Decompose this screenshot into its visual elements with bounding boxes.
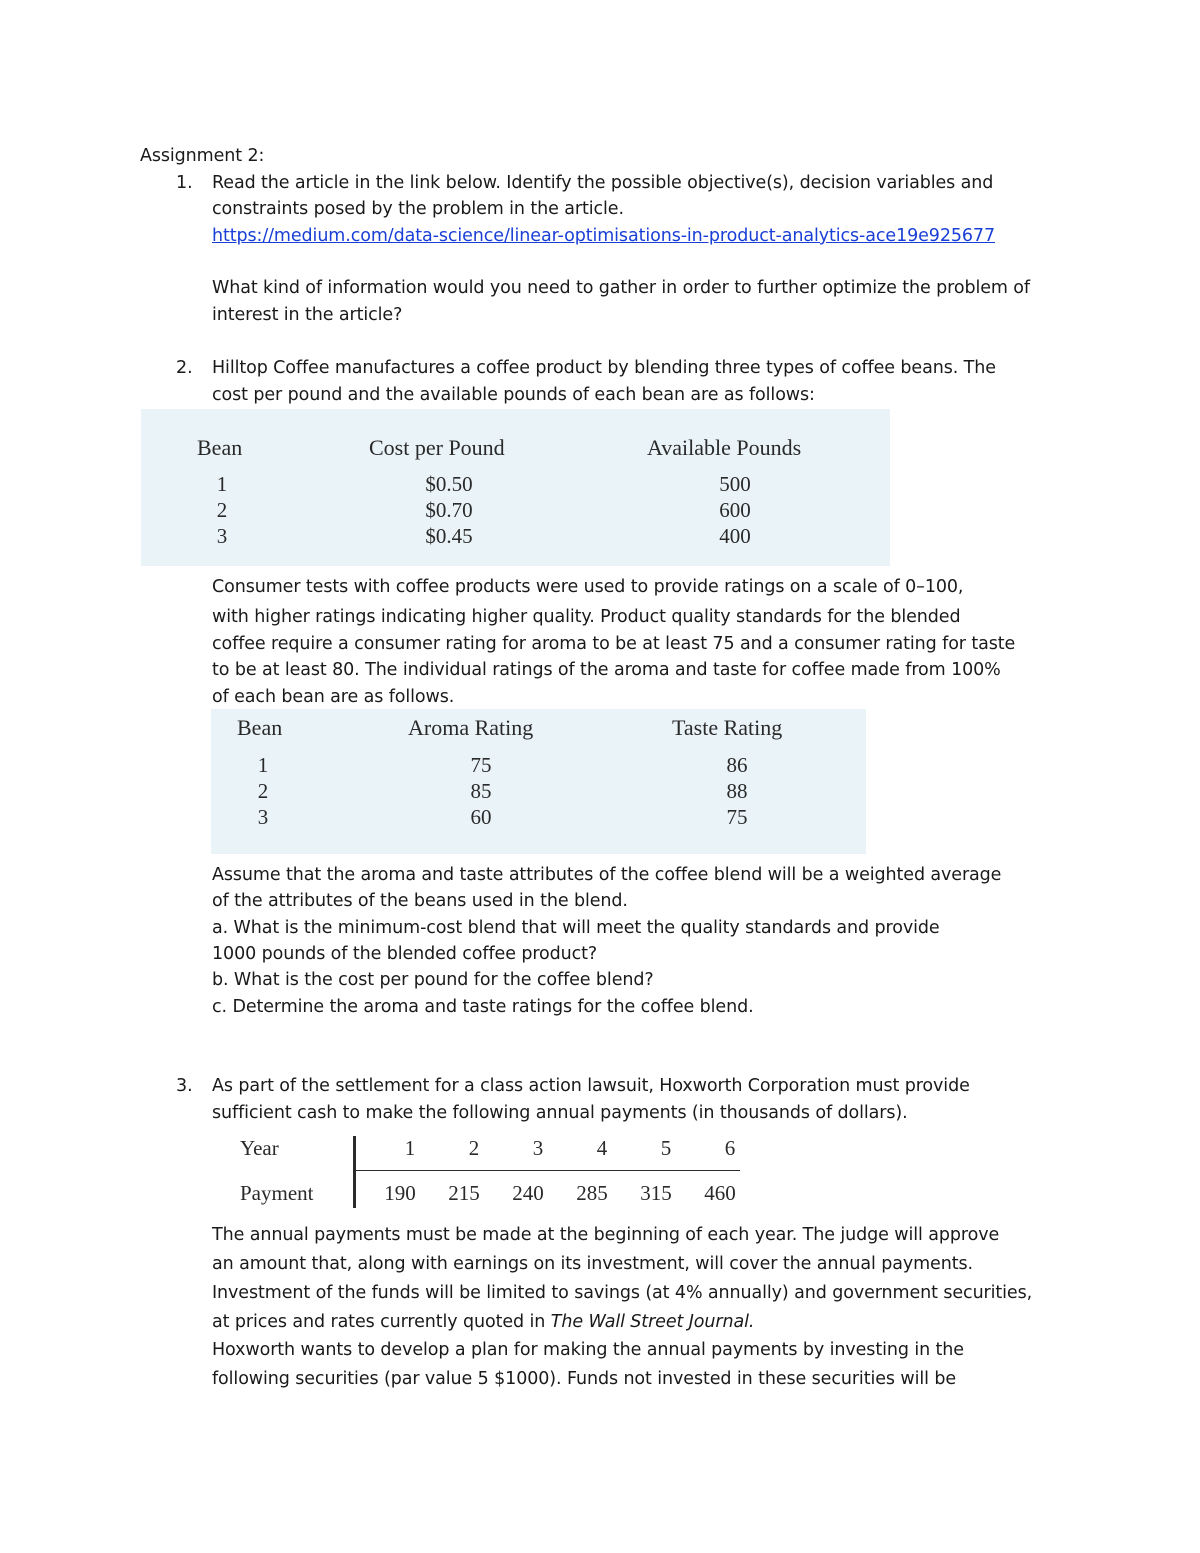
article-link[interactable]: https://medium.com/data-science/linear-optimisations-in-product-analytics-ace19e925677: [212, 226, 996, 246]
table1-header-cost: Cost per Pound: [369, 435, 505, 460]
table2-bean: 2: [257, 779, 269, 803]
payment-cell: 315: [640, 1181, 672, 1205]
table2-taste: 75: [726, 805, 748, 829]
table1-header-bean: Bean: [197, 435, 243, 460]
q2-para2-line: of each bean are as follows.: [212, 687, 455, 707]
table1-bean: 3: [216, 524, 228, 548]
year-cell: 2: [468, 1136, 480, 1160]
table1-bean: 2: [216, 498, 228, 522]
q3-para-line: Investment of the funds will be limited to savings (at 4% annually) and government securities,: [212, 1283, 1033, 1303]
q2-part-c: c. Determine the aroma and taste ratings for the coffee blend.: [212, 997, 754, 1017]
table2-header-bean: Bean: [237, 715, 283, 740]
year-cell: 3: [532, 1136, 544, 1160]
year-cell: 1: [404, 1136, 416, 1160]
table2-bean: 3: [257, 805, 269, 829]
table2-taste: 86: [726, 753, 748, 777]
q2-para2-line: Consumer tests with coffee products were used to provide ratings on a scale of 0–100,: [212, 577, 964, 597]
q1-line2: constraints posed by the problem in the article.: [212, 199, 624, 219]
wsj-title: The Wall Street Journal.: [550, 1312, 755, 1332]
year-cell: 4: [596, 1136, 608, 1160]
table2-header-aroma: Aroma Rating: [408, 715, 534, 740]
table2-header-taste: Taste Rating: [672, 715, 783, 740]
q3-number: 3.: [176, 1076, 193, 1096]
bean-cost-table: [141, 409, 890, 566]
payment-cell: 285: [576, 1181, 608, 1205]
q3-wsj-line: [212, 1309, 754, 1336]
q2-number: 2.: [176, 358, 193, 378]
q2-line2: cost per pound and the available pounds of each bean are as follows:: [212, 385, 815, 405]
q3-para-line: The annual payments must be made at the beginning of each year. The judge will approve: [212, 1225, 1000, 1245]
q3-para-line: following securities (par value 5 $1000). Funds not invested in these securities will be: [212, 1369, 956, 1389]
table1-cost: $0.50: [425, 472, 473, 496]
payment-label: Payment: [240, 1181, 314, 1205]
q1-line3: What kind of information would you need to gather in order to further optimize the problem of: [212, 278, 1030, 298]
table1-pounds: 500: [719, 472, 751, 496]
q2-line1: Hilltop Coffee manufactures a coffee product by blending three types of coffee beans. The: [212, 358, 996, 378]
year-cell: 5: [660, 1136, 672, 1160]
table1-header-pounds: Available Pounds: [647, 435, 802, 460]
payment-cell: 460: [704, 1181, 736, 1205]
payment-cell: 240: [512, 1181, 544, 1205]
table1-pounds: 400: [719, 524, 751, 548]
payment-cell: 215: [448, 1181, 480, 1205]
table2-aroma: 75: [470, 753, 492, 777]
table1-bean: 1: [216, 472, 228, 496]
assignment-title: Assignment 2:: [140, 146, 265, 166]
q2-part-a: a. What is the minimum-cost blend that will meet the quality standards and provide: [212, 918, 940, 938]
table2-bean: 1: [257, 753, 269, 777]
q3-line1: As part of the settlement for a class action lawsuit, Hoxworth Corporation must provide: [212, 1076, 970, 1096]
payment-table: [230, 1132, 750, 1212]
year-label: Year: [240, 1136, 279, 1160]
table-horizontal-rule: [356, 1170, 740, 1171]
q2-para2-line: to be at least 80. The individual ratings of the aroma and taste for coffee made from 100%: [212, 660, 1001, 680]
q1-line4: interest in the article?: [212, 305, 403, 325]
table1-cost: $0.45: [425, 524, 473, 548]
q3-wsj-prefix: at prices and rates currently quoted in: [212, 1312, 551, 1332]
q1-line1: Read the article in the link below. Identify the possible objective(s), decision variables and: [212, 173, 994, 193]
table1-pounds: 600: [719, 498, 751, 522]
q3-para-line: Hoxworth wants to develop a plan for making the annual payments by investing in the: [212, 1340, 964, 1360]
q2-para2-line: with higher ratings indicating higher quality. Product quality standards for the blended: [212, 607, 961, 627]
q2-part-b: b. What is the cost per pound for the coffee blend?: [212, 970, 654, 990]
payment-cell: 190: [384, 1181, 416, 1205]
table-vertical-rule: [353, 1136, 356, 1208]
q2-para3-line: Assume that the aroma and taste attributes of the coffee blend will be a weighted average: [212, 865, 1002, 885]
q3-line2: sufficient cash to make the following annual payments (in thousands of dollars).: [212, 1103, 908, 1123]
year-cell: 6: [724, 1136, 736, 1160]
q2-part-a-cont: 1000 pounds of the blended coffee product?: [212, 944, 598, 964]
table2-taste: 88: [726, 779, 748, 803]
table1-cost: $0.70: [425, 498, 473, 522]
q3-para-line: an amount that, along with earnings on its investment, will cover the annual payments.: [212, 1254, 973, 1274]
q2-para3-line: of the attributes of the beans used in the blend.: [212, 891, 628, 911]
table2-aroma: 60: [470, 805, 492, 829]
q1-number: 1.: [176, 173, 193, 193]
bean-rating-table: [211, 709, 866, 854]
q2-para2-line: coffee require a consumer rating for aroma to be at least 75 and a consumer rating for taste: [212, 634, 1016, 654]
table2-aroma: 85: [470, 779, 492, 803]
